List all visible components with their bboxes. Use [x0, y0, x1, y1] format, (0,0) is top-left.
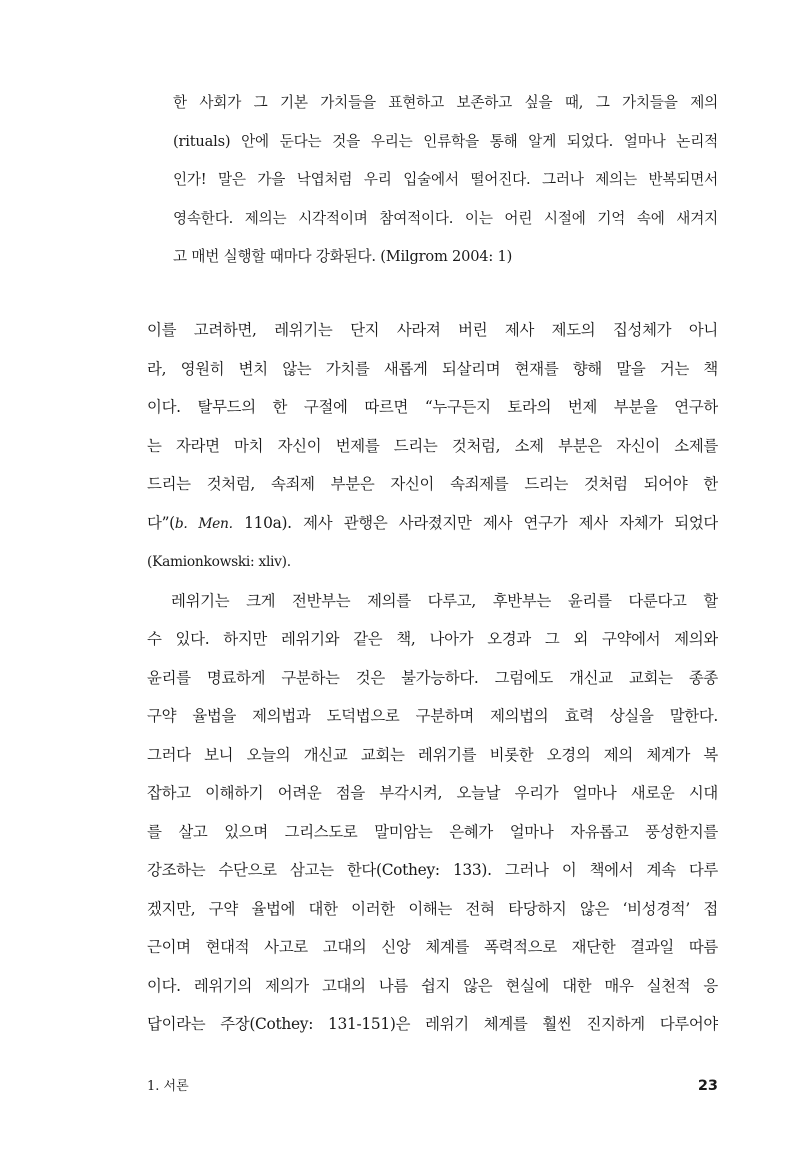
text-line: 이다. 레위기의 제의가 고대의 나름 쉽지 않은 현실에 대한 매우 실천적 응	[147, 976, 718, 995]
quote-line: 고 매번 실행할 때마다 강화된다. (Milgrom 2004: 1)	[173, 248, 513, 266]
body-text	[147, 311, 718, 1044]
text-line: 윤리를 명료하게 구분하는 것은 불가능하다. 그럼에도 개신교 교회는 종종	[147, 668, 718, 687]
text-segment: 110a). 제사 관행은 사라졌지만 제사 연구가 제사 자체가 되었다	[232, 513, 718, 532]
text-line: 이다. 탈무드의 한 구절에 따르면 “누구든지 토라의 번제 부분을 연구하	[147, 398, 718, 416]
quote-line: 영속한다. 제의는 시각적이며 참여적이다. 이는 어린 시절에 기억 속에 새겨지	[173, 209, 718, 227]
text-line: 그러다 보니 오늘의 개신교 교회는 레위기를 비롯한 오경의 제의 체계가 복	[147, 745, 718, 764]
text-segment: 다”(	[147, 513, 175, 532]
text-line: 강조하는 수단으로 삼고는 한다(Cothey: 133). 그러나 이 책에서 계속 다루	[147, 861, 718, 879]
paragraph-2	[147, 582, 718, 1044]
text-line: 수 있다. 하지만 레위기와 같은 책, 나아가 오경과 그 외 구약에서 제의와	[147, 630, 718, 648]
quote-line: 한 사회가 그 기본 가치들을 표현하고 보존하고 싶을 때, 그 가치들을 제의	[173, 94, 718, 111]
text-line: 구약 율법을 제의법과 도덕법으로 구분하며 제의법의 효력 상실을 말한다.	[147, 707, 718, 725]
citation-italic: b. Men.	[174, 515, 233, 532]
paragraph-1	[147, 311, 718, 582]
text-line: 드리는 것처럼, 속죄제 부분은 자신이 속죄제를 드리는 것처럼 되어야 한	[147, 475, 718, 493]
text-line: 레위기는 크게 전반부는 제의를 다루고, 후반부는 윤리를 다룬다고 할	[171, 591, 718, 610]
quote-line: (rituals) 안에 둔다는 것을 우리는 인류학을 통해 알게 되었다. 얼마나 논리적	[173, 132, 718, 150]
text-line: 답이라는 주장(Cothey: 131-151)은 레위기 체계를 훨씬 진지하게 다루어야	[147, 1015, 718, 1033]
text-line: 이를 고려하면, 레위기는 단지 사라져 버린 제사 제도의 집성체가 아니	[147, 321, 718, 339]
text-line	[147, 504, 718, 544]
running-footer-chapter: 1. 서론	[147, 1079, 189, 1094]
text-line: 를 살고 있으며 그리스도로 말미암는 은혜가 얼마나 자유롭고 풍성한지를	[147, 822, 718, 841]
block-quote	[173, 84, 718, 277]
text-line: 라, 영원히 변치 않는 가치를 새롭게 되살리며 현재를 향해 말을 거는 책	[147, 359, 718, 378]
text-line: 는 자라면 마치 자신이 번제를 드리는 것처럼, 소제 부분은 자신이 소제를	[147, 436, 718, 455]
text-line: 근이며 현대적 사고로 고대의 신앙 체계를 폭력적으로 재단한 결과일 따름	[147, 938, 718, 956]
text-line: (Kamionkowski: xliv).	[147, 554, 291, 570]
page-number: 23	[697, 1078, 718, 1094]
text-line: 겠지만, 구약 율법에 대한 이러한 이해는 전혀 타당하지 않은 ‘비성경적’ 접	[147, 899, 718, 918]
text-line: 잡하고 이해하기 어려운 점을 부각시켜, 오늘날 우리가 얼마나 새로운 시대	[147, 784, 718, 802]
quote-line: 인가! 말은 가을 낙엽처럼 우리 입술에서 떨어진다. 그러나 제의는 반복되면서	[173, 171, 718, 189]
